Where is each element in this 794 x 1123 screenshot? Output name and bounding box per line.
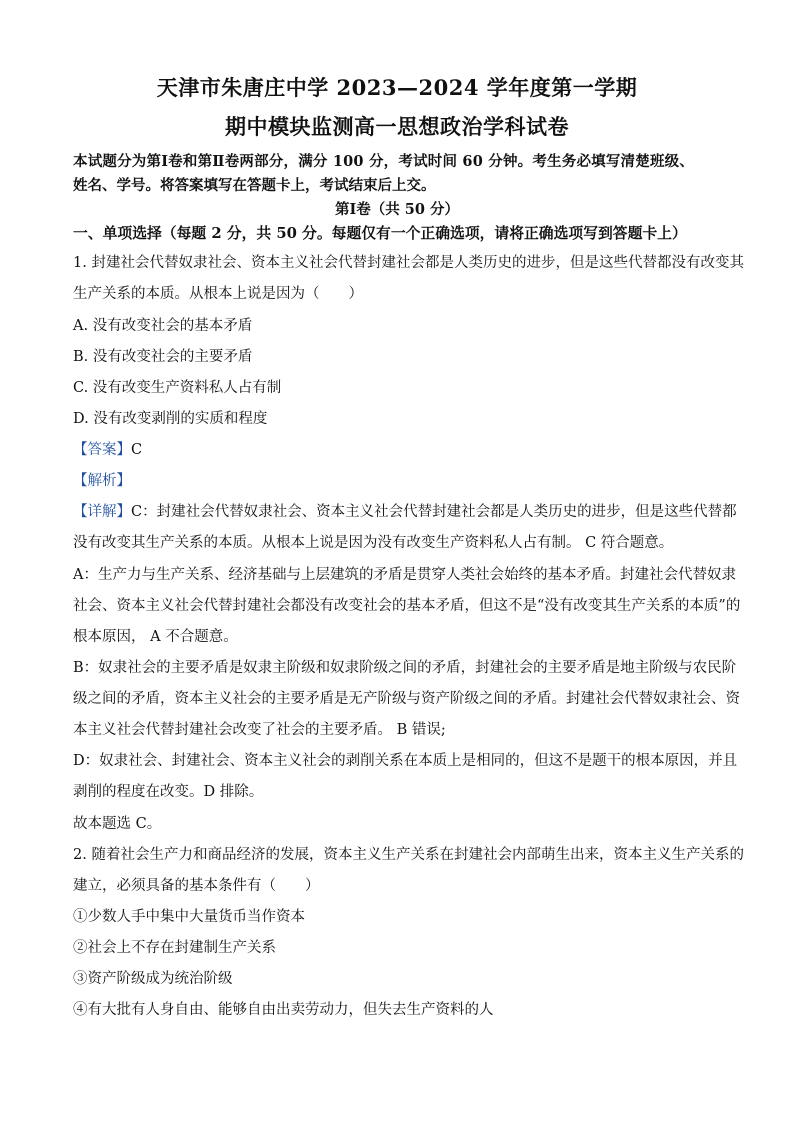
section-heading: 一、单项选择（每题 2 分，共 50 分。每题仅有一个正确选项，请将正确选项写到答题卡上） — [73, 225, 687, 242]
q1-option-c: C. 没有改变生产资料私人占有制 — [73, 380, 282, 396]
q1-a-line3: 根本原因， A 不合题意。 — [73, 629, 238, 645]
q1-b-line1: B：奴隶社会的主要矛盾是奴隶主阶级和奴隶阶级之间的矛盾，封建社会的主要矛盾是地主阶级与农民阶 — [73, 660, 737, 676]
q2-option-2: ②社会上不存在封建制生产关系 — [73, 940, 276, 956]
answer-tag: 【答案】 — [73, 442, 131, 458]
q1-a-line2: 社会、资本主义社会代替封建社会都没有改变社会的基本矛盾，但这不是“没有改变其生产关系的本质”的 — [73, 598, 741, 614]
part-heading: 第Ⅰ卷（共 50 分） — [334, 201, 460, 218]
q1-analysis — [73, 469, 733, 490]
q2-option-4: ④有大批有人身自由、能够自由出卖劳动力，但失去生产资料的人 — [73, 1002, 494, 1018]
analysis-tag: 【解析】 — [73, 473, 131, 489]
intro-line1: 本试题分为第Ⅰ卷和第Ⅱ卷两部分，满分 100 分，考试时间 60 分钟。考生务必填写清楚班级、 — [73, 153, 695, 170]
q2-option-3: ③资产阶级成为统治阶级 — [73, 971, 233, 987]
q1-stem-line2: 生产关系的本质。从根本上说是因为（ ） — [73, 286, 363, 302]
q2-option-1: ①少数人手中集中大量货币当作资本 — [73, 909, 305, 925]
detail-tag: 【详解】 — [73, 504, 131, 520]
q1-detail-line1 — [73, 500, 737, 521]
answer-value: C — [131, 442, 143, 458]
q1-b-line3: 本主义社会代替封建社会改变了社会的主要矛盾。 B 错误; — [73, 722, 446, 738]
q1-stem-line1: 1. 封建社会代替奴隶社会、资本主义社会代替封建社会都是人类历史的进步，但是这些代替都没有改变其 — [73, 255, 744, 271]
q1-option-a: A. 没有改变社会的基本矛盾 — [73, 318, 253, 334]
q1-conclusion: 故本题选 C。 — [73, 816, 162, 832]
q1-detail-line2: 没有改变其生产关系的本质。从根本上说是因为没有改变生产资料私人占有制。 C 符合题意。 — [73, 535, 674, 551]
q1-answer — [73, 438, 733, 459]
intro-line2: 姓名、学号。将答案填写在答题卡上，考试结束后上交。 — [73, 177, 436, 194]
exam-title-line1: 天津市朱唐庄中学 2023—2024 学年度第一学期 — [156, 75, 638, 100]
q1-d-line2: 剥削的程度在改变。D 排除。 — [73, 784, 264, 800]
q1-b-line2: 级之间的矛盾，资本主义社会的主要矛盾是无产阶级与资产阶级之间的矛盾。封建社会代替奴隶社会、资 — [73, 691, 740, 707]
q2-stem-line2: 建立，必须具备的基本条件有（ ） — [73, 878, 320, 894]
q1-option-d: D. 没有改变剥削的实质和程度 — [73, 411, 268, 427]
q1-a-line1: A：生产力与生产关系、经济基础与上层建筑的矛盾是贯穿人类社会始终的基本矛盾。封建社会代替奴隶 — [73, 567, 736, 583]
q1-option-b: B. 没有改变社会的主要矛盾 — [73, 349, 253, 365]
detail-text: C：封建社会代替奴隶社会、资本主义社会代替封建社会都是人类历史的进步，但是这些代替都 — [131, 504, 737, 520]
q1-d-line1: D：奴隶社会、封建社会、资本主义社会的剥削关系在本质上是相同的，但这不是题干的根本原因，并且 — [73, 753, 738, 769]
q2-stem-line1: 2. 随着社会生产力和商品经济的发展，资本主义生产关系在封建社会内部萌生出来，资本主义生产关系的 — [73, 847, 744, 863]
exam-title-line2: 期中模块监测高一思想政治学科试卷 — [225, 114, 569, 139]
